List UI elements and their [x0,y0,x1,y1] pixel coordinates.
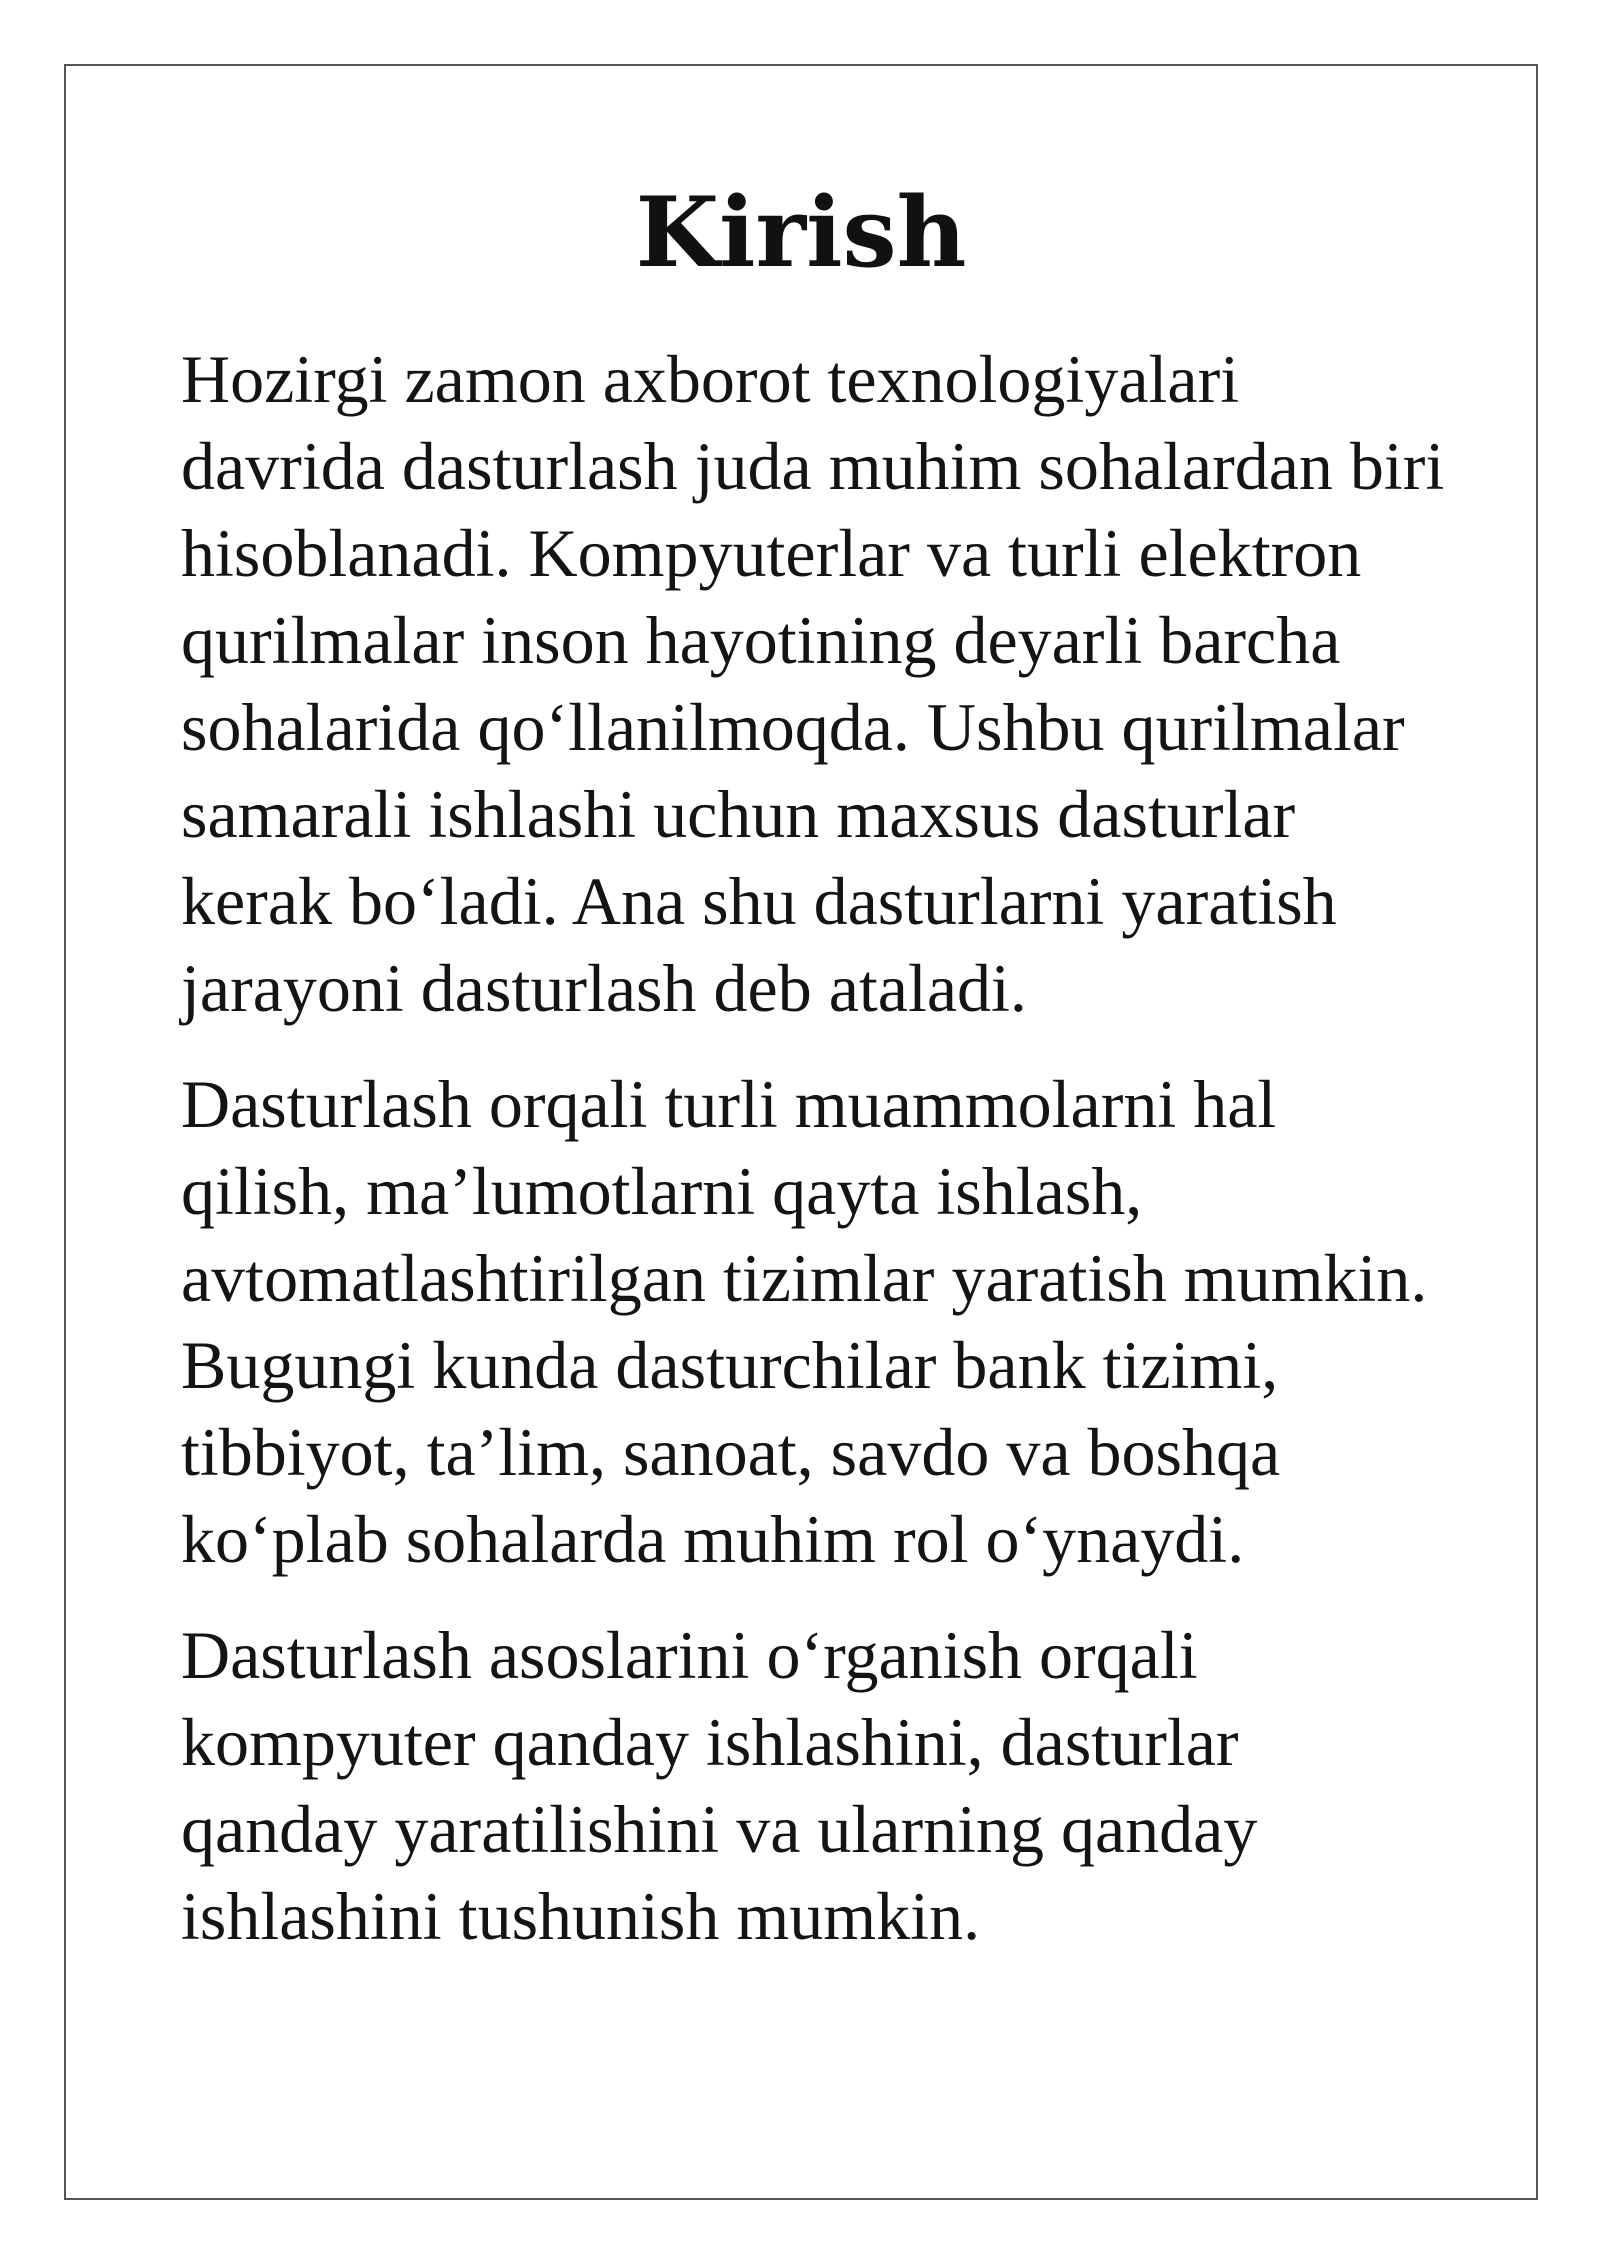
paragraph-1 [162,336,1572,1032]
text-line: ko‘plab sohalarda muhim rol o‘ynaydi. [181,1501,1245,1577]
paragraph-3 [162,1612,1572,1960]
paragraph-2 [162,1061,1572,1583]
text-line: samarali ishlashi uchun maxsus dasturlar [181,776,1296,852]
text-line: qurilmalar inson hayotining deyarli barcha [181,602,1341,678]
document-body [162,336,1572,1989]
text-line: ishlashini tushunish mumkin. [181,1878,981,1954]
text-line: Dasturlash orqali turli muammolarni hal [181,1066,1277,1142]
text-line: tibbiyot, ta’lim, sanoat, savdo va boshqa [181,1414,1281,1490]
text-line: Bugungi kunda dasturchilar bank tizimi, [181,1327,1279,1403]
text-line: davrida dasturlash juda muhim sohalardan biri [181,428,1445,504]
text-line: hisoblanadi. Kompyuterlar va turli elektron [181,515,1362,591]
text-line: Dasturlash asoslarini o‘rganish orqali [181,1617,1198,1693]
text-line: sohalarida qo‘llanilmoqda. Ushbu qurilmalar [181,689,1405,765]
text-line: jarayoni dasturlash deb ataladi. [181,950,1027,1026]
text-line: avtomatlashtirilgan tizimlar yaratish mumkin. [181,1240,1428,1316]
document-page [64,64,1538,2200]
text-line: qanday yaratilishini va ularning qanday [181,1791,1258,1867]
text-line: Hozirgi zamon axborot texnologiyalari [181,341,1240,417]
text-line: kerak bo‘ladi. Ana shu dasturlarni yaratish [181,863,1337,939]
text-line: kompyuter qanday ishlashini, dasturlar [181,1704,1239,1780]
text-line: qilish, ma’lumotlarni qayta ishlash, [181,1153,1143,1229]
page-title: Kirish [635,176,967,289]
